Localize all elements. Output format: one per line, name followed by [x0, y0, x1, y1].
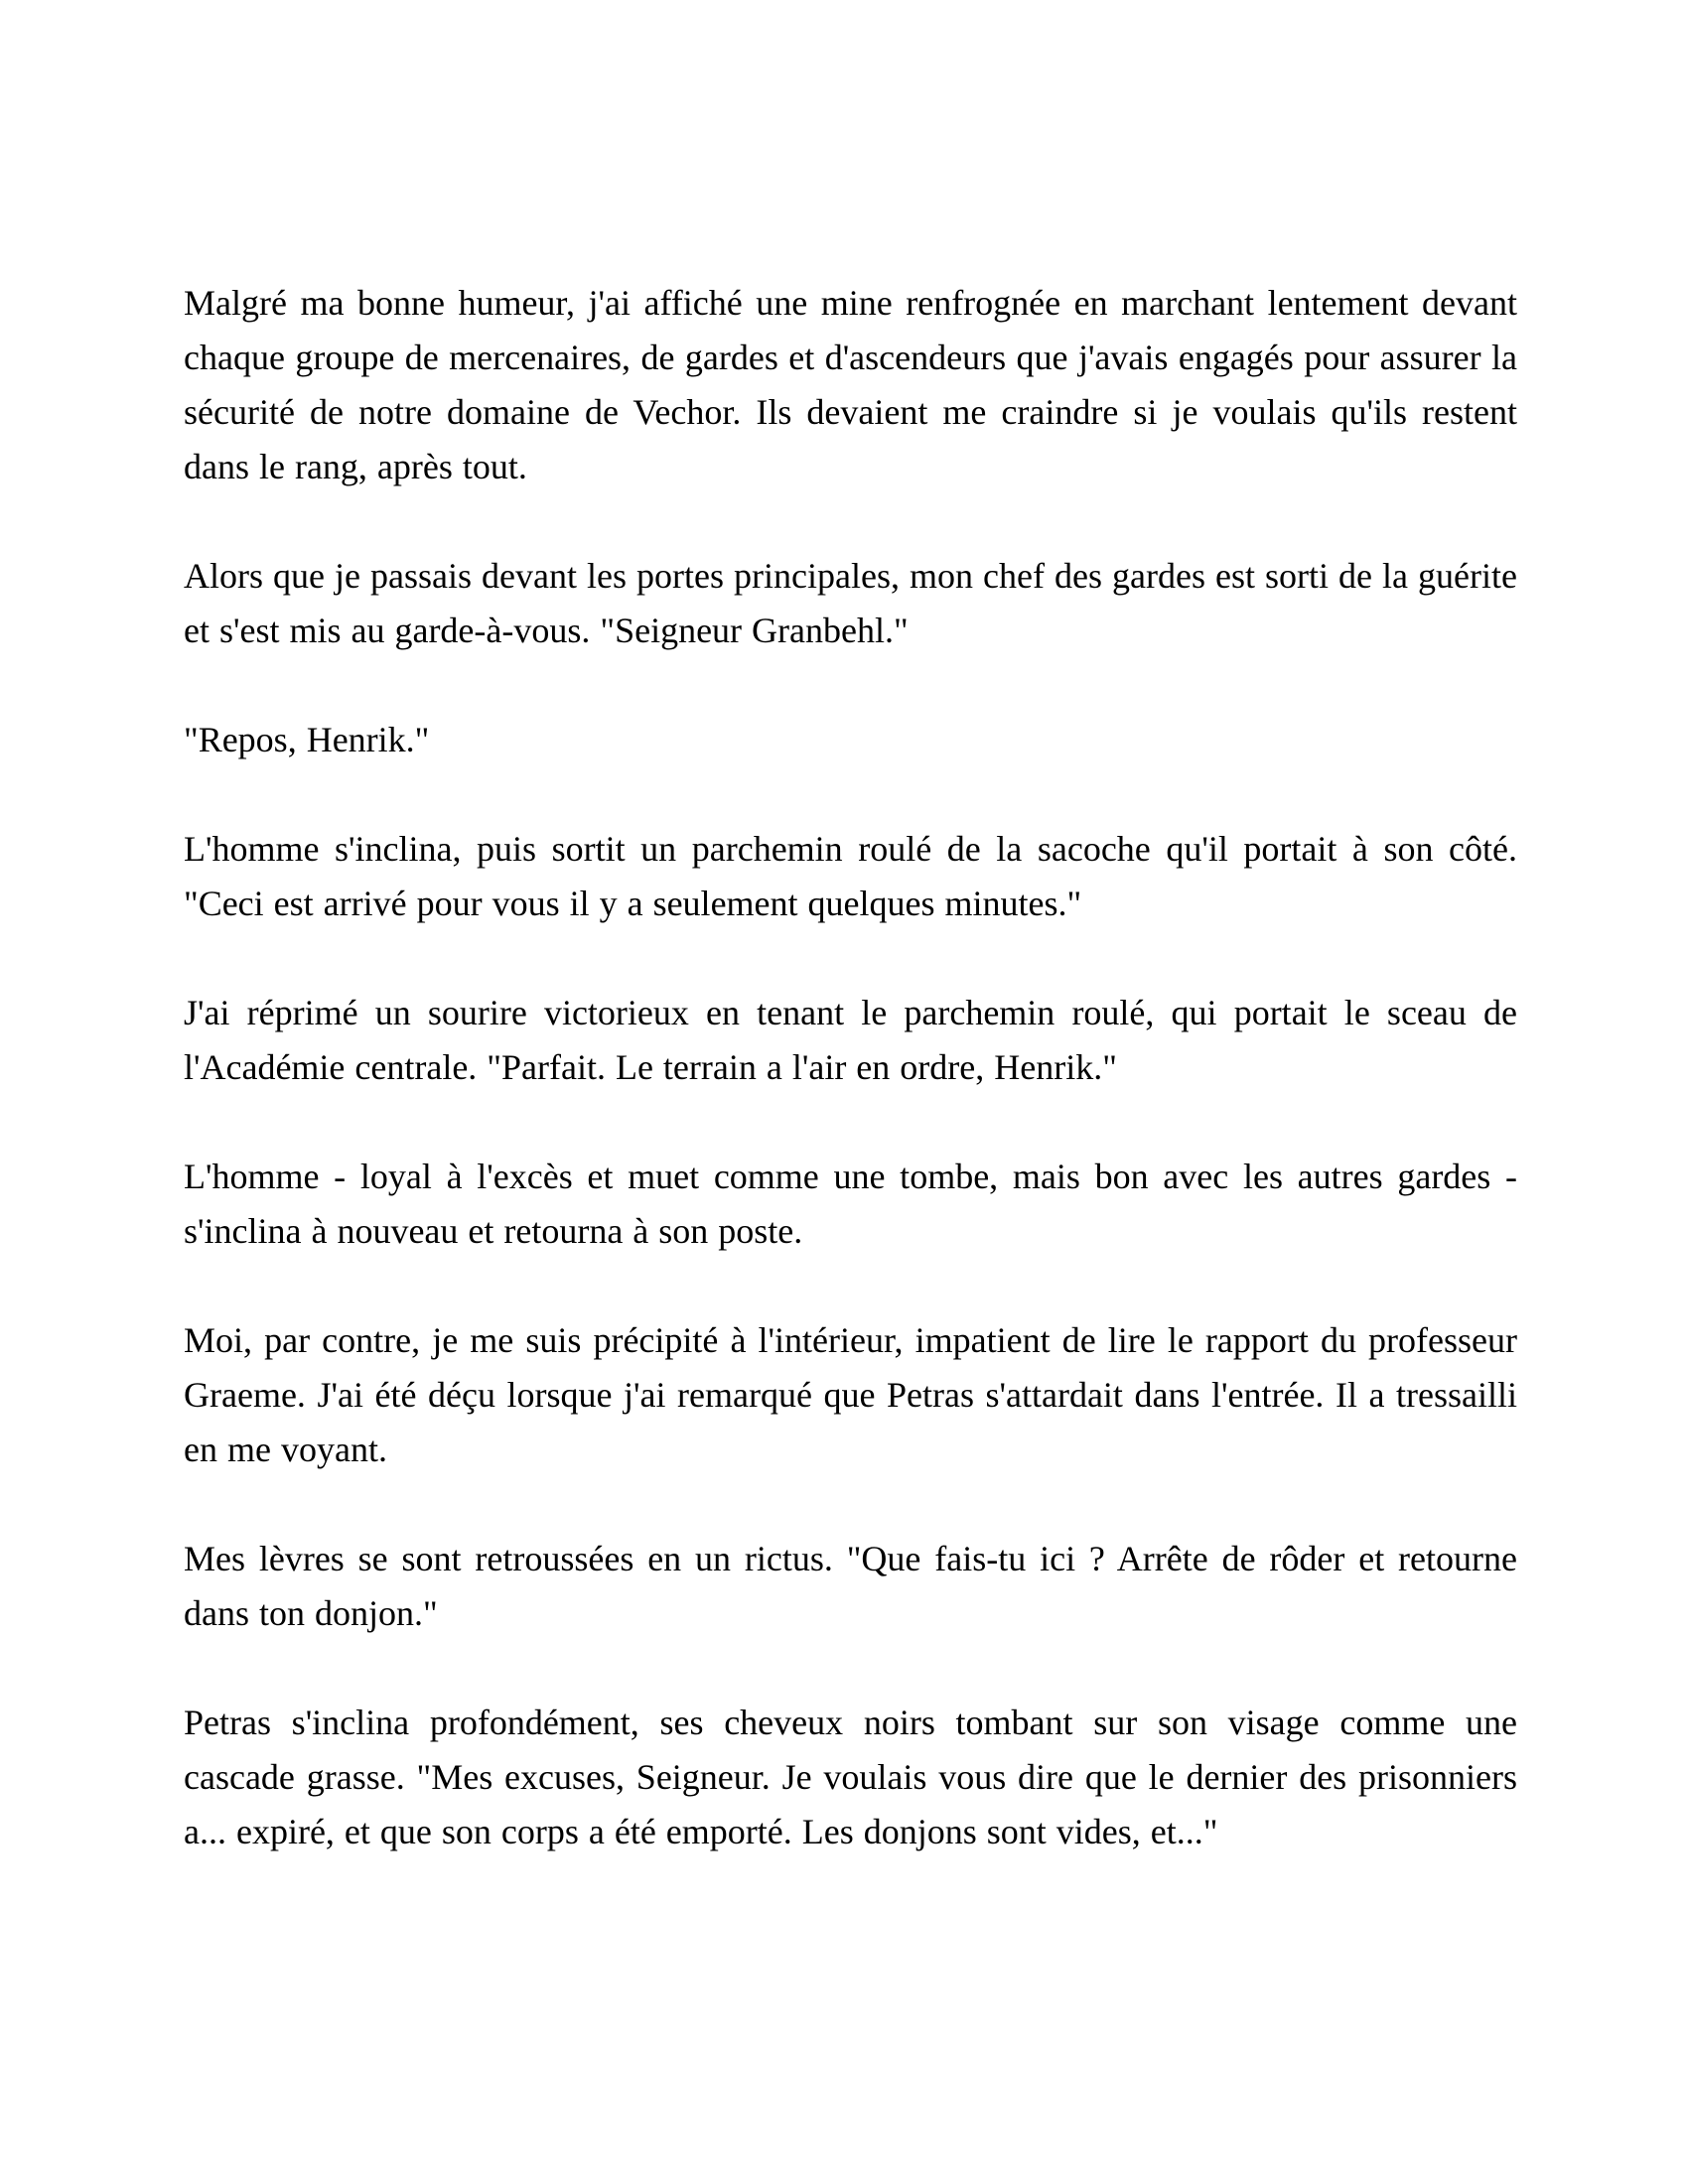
paragraph: L'homme - loyal à l'excès et muet comme une tombe, mais bon avec les autres gardes - s'inclina à nouveau et retourna à son poste.	[184, 1157, 1517, 1251]
paragraph: Mes lèvres se sont retroussées en un rictus. "Que fais-tu ici ? Arrête de rôder et retourne dans ton donjon."	[184, 1539, 1517, 1633]
paragraph: Moi, par contre, je me suis précipité à l'intérieur, impatient de lire le rapport du professeur Graeme. J'ai été déçu lorsque j'ai remarqué que Petras s'attardait dans l'entrée. Il a tressailli en me voyant.	[184, 1320, 1517, 1469]
paragraph: Malgré ma bonne humeur, j'ai affiché une mine renfrognée en marchant lentement devant chaque groupe de mercenaires, de gardes et d'ascendeurs que j'avais engagés pour assurer la sécurité de notre domaine de Vechor. Ils devaient me craindre si je voulais qu'ils restent dans le rang, après tout.	[184, 283, 1517, 486]
paragraph: Alors que je passais devant les portes principales, mon chef des gardes est sorti de la guérite et s'est mis au garde-à-vous. "Seigneur Granbehl."	[184, 556, 1517, 650]
paragraph: J'ai réprimé un sourire victorieux en tenant le parchemin roulé, qui portait le sceau de l'Académie centrale. "Parfait. Le terrain a l'air en ordre, Henrik."	[184, 993, 1517, 1087]
paragraph: "Repos, Henrik."	[184, 720, 430, 759]
paragraph: Petras s'inclina profondément, ses cheveux noirs tombant sur son visage comme une cascade grasse. "Mes excuses, Seigneur. Je voulais vous dire que le dernier des prisonniers a... expiré, et que son corps a été emporté. Les donjons sont vides, et..."	[184, 1703, 1517, 1851]
paragraph: L'homme s'inclina, puis sortit un parchemin roulé de la sacoche qu'il portait à son côté. "Ceci est arrivé pour vous il y a seulement quelques minutes."	[184, 829, 1517, 923]
